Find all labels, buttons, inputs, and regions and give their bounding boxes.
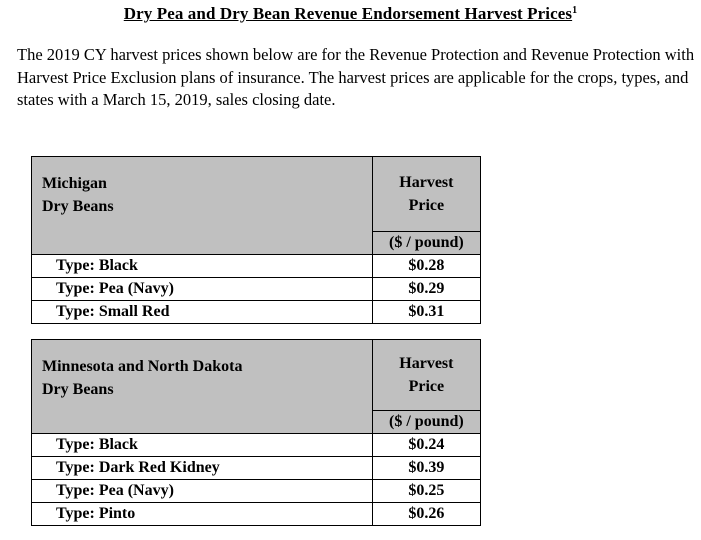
table-row (32, 434, 481, 457)
crop-name: Dry Beans (42, 381, 114, 398)
harvest-price: $0.31 (372, 301, 480, 324)
harvest-price: $0.26 (372, 503, 480, 526)
price-header-line1: Harvest (399, 174, 454, 191)
bean-type: Type: Black (32, 434, 373, 457)
title-footnote-marker: 1 (572, 5, 578, 16)
table-row (32, 457, 481, 480)
state-name: Minnesota and North Dakota (42, 358, 243, 375)
price-unit: ($ / pound) (372, 411, 480, 434)
table-row (32, 503, 481, 526)
harvest-price: $0.39 (372, 457, 480, 480)
state-name: Michigan (42, 175, 107, 192)
document-title-text: Dry Pea and Dry Bean Revenue Endorsement Harvest Prices (123, 4, 573, 23)
price-unit: ($ / pound) (372, 232, 480, 255)
harvest-price: $0.24 (372, 434, 480, 457)
table-header-row (32, 340, 481, 411)
intro-paragraph: The 2019 CY harvest prices shown below are for the Revenue Protection and Revenue Protection with Harvest Price Exclusion plans of insurance. The harvest prices are applicable for the crops, types, and states with a March 15, 2019, sales closing date. (17, 45, 695, 109)
bean-type: Type: Black (32, 255, 373, 278)
table-row (32, 278, 481, 301)
price-header-line1: Harvest (399, 355, 454, 372)
table-header-label (32, 340, 373, 434)
table-header-label (32, 157, 373, 255)
bean-type: Type: Dark Red Kidney (32, 457, 373, 480)
bean-type: Type: Pea (Navy) (32, 278, 373, 301)
price-header-line2: Price (408, 378, 445, 395)
harvest-price: $0.29 (372, 278, 480, 301)
table-header-row (32, 157, 481, 232)
bean-type: Type: Pea (Navy) (32, 480, 373, 503)
price-header (372, 340, 480, 411)
bean-type: Type: Small Red (32, 301, 373, 324)
table-row (32, 480, 481, 503)
document-title (0, 4, 701, 24)
bean-type: Type: Pinto (32, 503, 373, 526)
michigan-price-table (31, 156, 481, 324)
minnesota-north-dakota-price-table (31, 339, 481, 526)
table-row (32, 255, 481, 278)
price-header (372, 157, 480, 232)
harvest-price: $0.28 (372, 255, 480, 278)
table-row (32, 301, 481, 324)
price-header-line2: Price (408, 197, 445, 214)
crop-name: Dry Beans (42, 198, 114, 215)
harvest-price: $0.25 (372, 480, 480, 503)
